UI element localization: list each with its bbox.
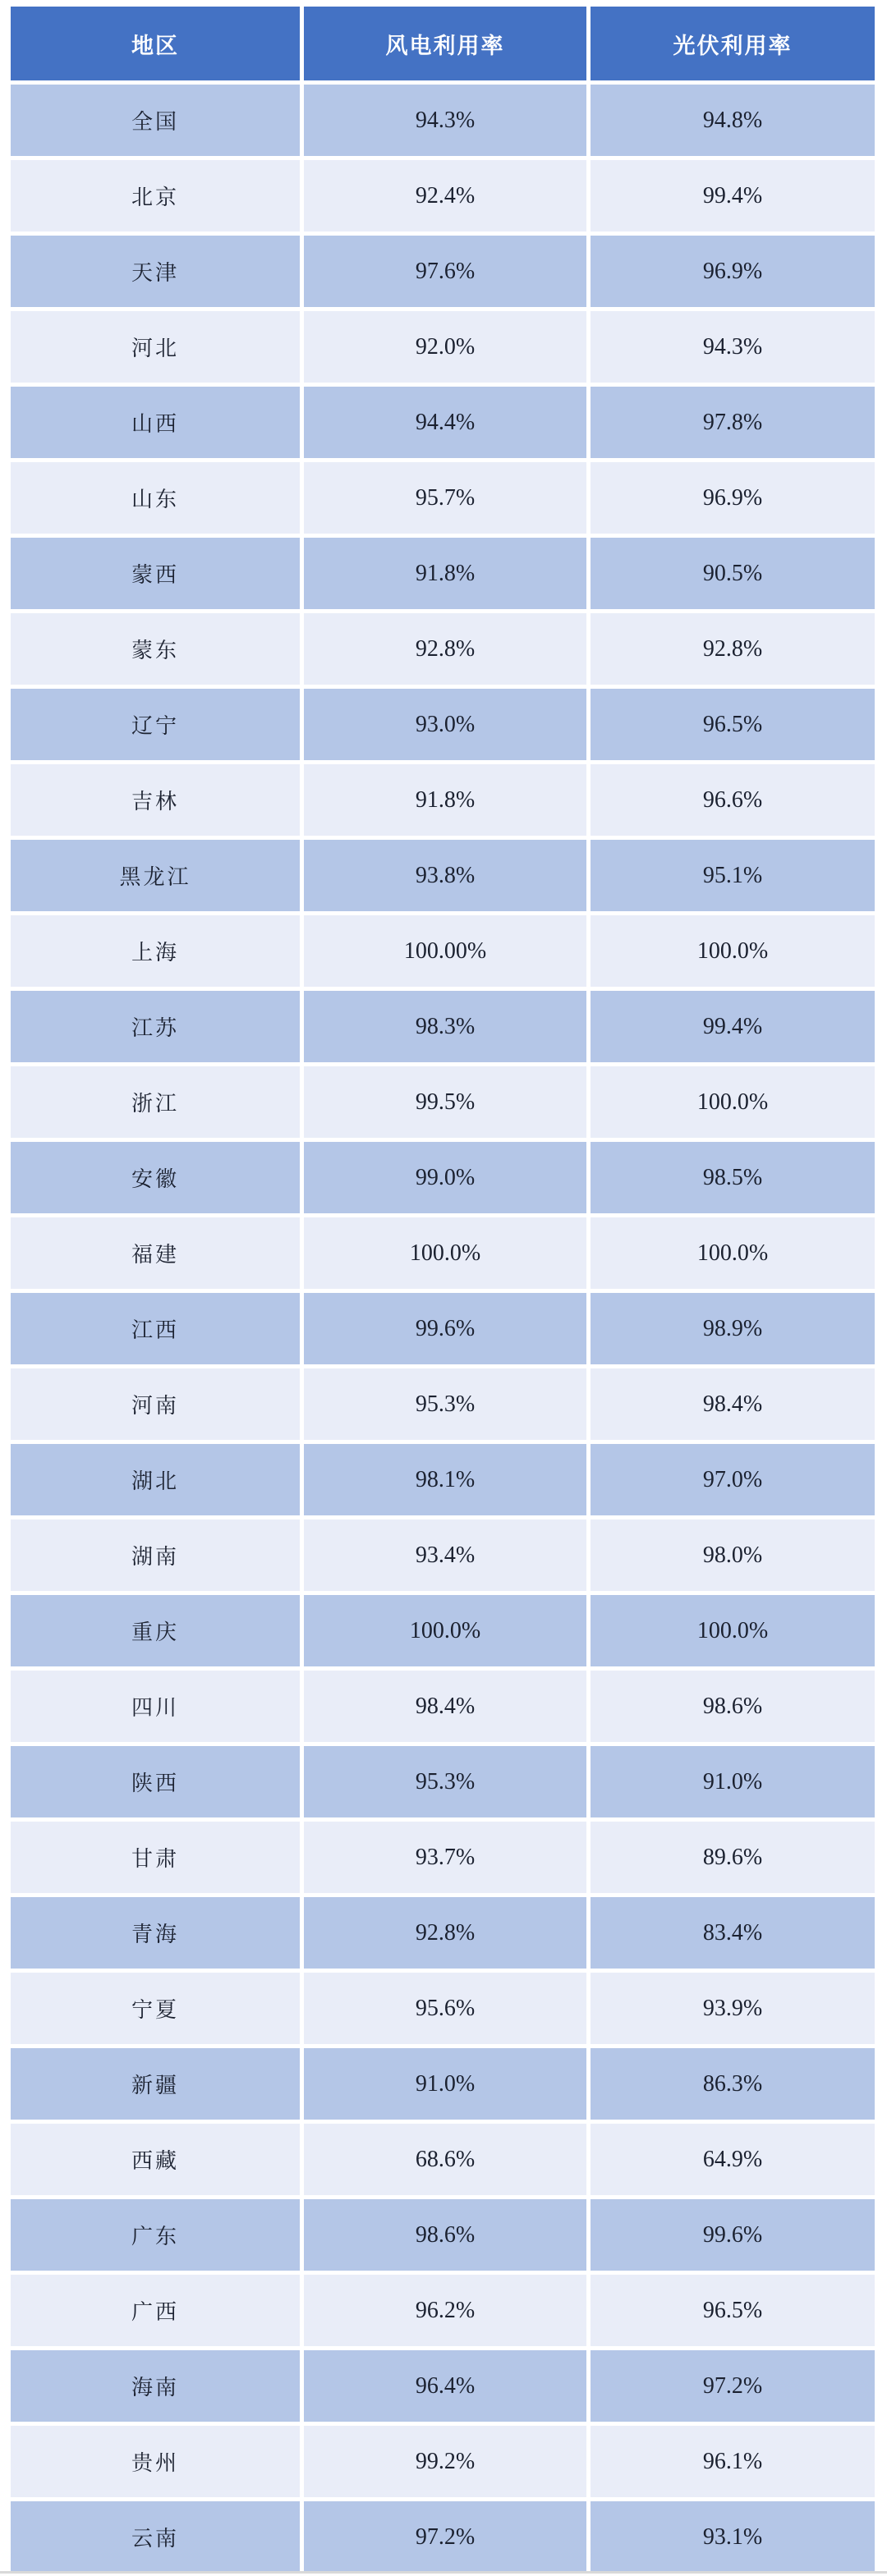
solar-utilization-cell: 99.4% [591,991,875,1062]
header-cell-region: 地区 [11,7,300,80]
region-cell: 全国 [11,85,300,156]
region-cell: 四川 [11,1671,300,1742]
solar-utilization-cell: 98.5% [591,1142,875,1213]
region-cell: 贵州 [11,2426,300,2497]
wind-utilization-cell: 93.4% [304,1519,586,1591]
solar-utilization-cell: 96.5% [591,2275,875,2346]
solar-utilization-cell: 97.8% [591,387,875,458]
region-cell: 海南 [11,2350,300,2422]
wind-utilization-cell: 100.00% [304,915,586,987]
region-cell: 江苏 [11,991,300,1062]
wind-utilization-cell: 97.6% [304,236,586,307]
region-cell: 蒙东 [11,613,300,685]
solar-utilization-cell: 100.0% [591,915,875,987]
wind-utilization-cell: 94.4% [304,387,586,458]
region-cell: 陕西 [11,1746,300,1817]
wind-utilization-cell: 93.7% [304,1822,586,1893]
solar-utilization-cell: 98.0% [591,1519,875,1591]
region-cell: 上海 [11,915,300,987]
region-cell: 浙江 [11,1066,300,1138]
wind-utilization-cell: 98.6% [304,2199,586,2271]
wind-utilization-cell: 96.4% [304,2350,586,2422]
solar-utilization-cell: 91.0% [591,1746,875,1817]
wind-utilization-cell: 94.3% [304,85,586,156]
region-cell: 蒙西 [11,538,300,609]
region-cell: 甘肃 [11,1822,300,1893]
solar-utilization-cell: 92.8% [591,613,875,685]
solar-utilization-cell: 96.9% [591,462,875,534]
region-cell: 江西 [11,1293,300,1364]
solar-utilization-cell: 98.9% [591,1293,875,1364]
wind-utilization-cell: 97.2% [304,2501,586,2573]
wind-utilization-cell: 91.0% [304,2048,586,2120]
wind-utilization-cell: 99.2% [304,2426,586,2497]
region-cell: 宁夏 [11,1973,300,2044]
wind-utilization-cell: 92.8% [304,1897,586,1969]
wind-utilization-cell: 100.0% [304,1217,586,1289]
wind-utilization-cell: 95.7% [304,462,586,534]
region-cell: 福建 [11,1217,300,1289]
solar-utilization-cell: 96.5% [591,689,875,760]
solar-utilization-cell: 96.1% [591,2426,875,2497]
wind-utilization-cell: 93.0% [304,689,586,760]
wind-utilization-cell: 93.8% [304,840,586,911]
region-cell: 山西 [11,387,300,458]
solar-utilization-cell: 94.8% [591,85,875,156]
region-cell: 湖南 [11,1519,300,1591]
solar-utilization-cell: 94.3% [591,311,875,383]
solar-utilization-cell: 83.4% [591,1897,875,1969]
region-cell: 河北 [11,311,300,383]
region-cell: 青海 [11,1897,300,1969]
wind-utilization-cell: 68.6% [304,2124,586,2195]
region-cell: 黑龙江 [11,840,300,911]
region-cell: 西藏 [11,2124,300,2195]
region-cell: 重庆 [11,1595,300,1666]
wind-utilization-cell: 95.3% [304,1368,586,1440]
solar-utilization-cell: 98.6% [591,1671,875,1742]
solar-utilization-cell: 96.6% [591,764,875,836]
region-cell: 云南 [11,2501,300,2573]
region-cell: 河南 [11,1368,300,1440]
wind-utilization-cell: 98.4% [304,1671,586,1742]
wind-utilization-cell: 92.0% [304,311,586,383]
solar-utilization-cell: 64.9% [591,2124,875,2195]
utilization-table [11,7,875,2573]
region-cell: 安徽 [11,1142,300,1213]
solar-utilization-cell: 97.0% [591,1444,875,1515]
solar-utilization-cell: 97.2% [591,2350,875,2422]
solar-utilization-cell: 93.1% [591,2501,875,2573]
solar-utilization-cell: 100.0% [591,1595,875,1666]
region-cell: 广西 [11,2275,300,2346]
header-cell-solar-utilization: 光伏利用率 [591,7,875,80]
solar-utilization-cell: 86.3% [591,2048,875,2120]
wind-utilization-cell: 91.8% [304,538,586,609]
wind-utilization-cell: 95.3% [304,1746,586,1817]
wind-utilization-cell: 96.2% [304,2275,586,2346]
solar-utilization-cell: 98.4% [591,1368,875,1440]
wind-utilization-cell: 99.5% [304,1066,586,1138]
page-bottom-divider [0,2571,887,2574]
region-cell: 天津 [11,236,300,307]
region-cell: 北京 [11,160,300,231]
region-cell: 湖北 [11,1444,300,1515]
wind-utilization-cell: 95.6% [304,1973,586,2044]
solar-utilization-cell: 93.9% [591,1973,875,2044]
region-cell: 辽宁 [11,689,300,760]
wind-utilization-cell: 92.8% [304,613,586,685]
solar-utilization-cell: 95.1% [591,840,875,911]
wind-utilization-cell: 91.8% [304,764,586,836]
solar-utilization-cell: 90.5% [591,538,875,609]
solar-utilization-cell: 96.9% [591,236,875,307]
wind-utilization-cell: 92.4% [304,160,586,231]
region-cell: 山东 [11,462,300,534]
wind-utilization-cell: 98.1% [304,1444,586,1515]
region-cell: 新疆 [11,2048,300,2120]
solar-utilization-cell: 89.6% [591,1822,875,1893]
solar-utilization-cell: 100.0% [591,1217,875,1289]
header-cell-wind-utilization: 风电利用率 [304,7,586,80]
region-cell: 广东 [11,2199,300,2271]
wind-utilization-cell: 99.6% [304,1293,586,1364]
solar-utilization-cell: 100.0% [591,1066,875,1138]
wind-utilization-cell: 100.0% [304,1595,586,1666]
solar-utilization-cell: 99.4% [591,160,875,231]
region-cell: 吉林 [11,764,300,836]
wind-utilization-cell: 99.0% [304,1142,586,1213]
wind-utilization-cell: 98.3% [304,991,586,1062]
solar-utilization-cell: 99.6% [591,2199,875,2271]
